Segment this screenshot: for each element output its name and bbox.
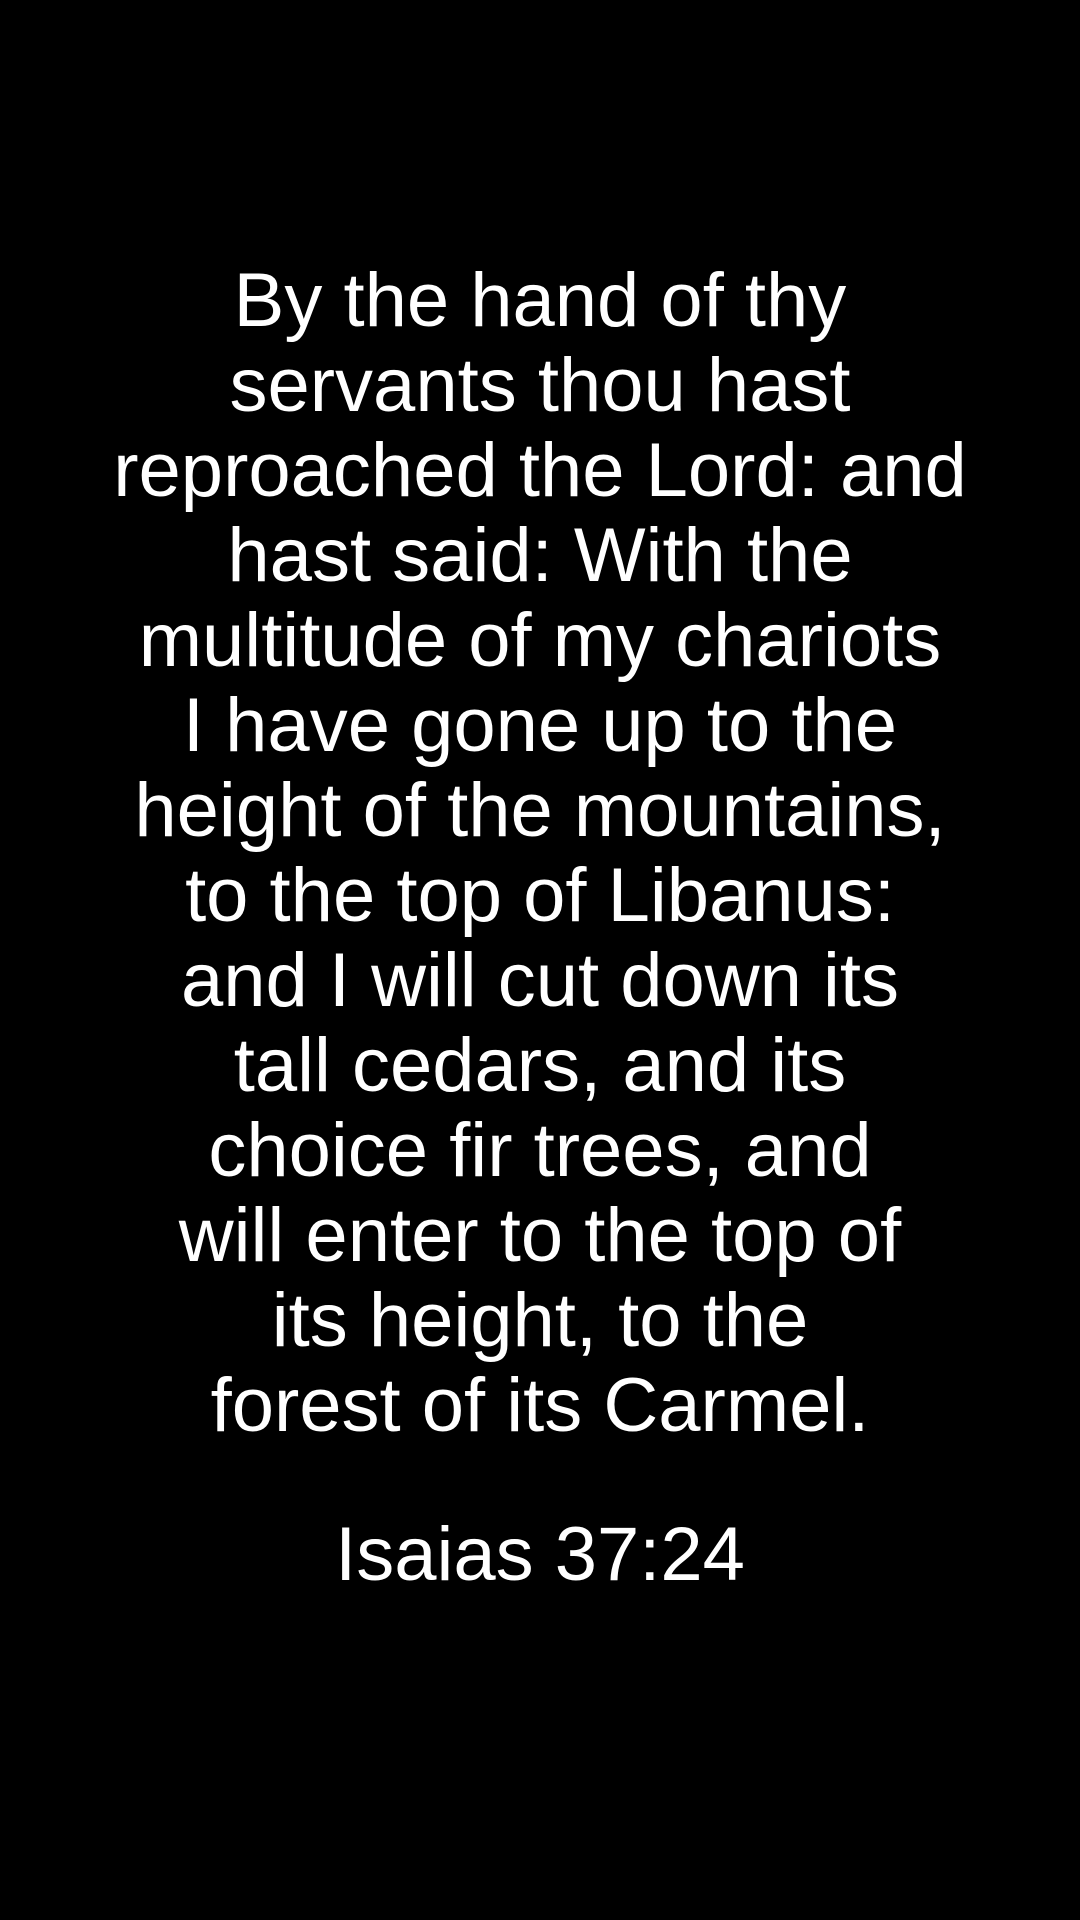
verse-line: its height, to the [271, 1278, 809, 1363]
verse-text [0, 258, 1080, 1448]
verse-line: By the hand of thy [233, 258, 847, 343]
verse-line: and I will cut down its [180, 938, 900, 1023]
verse-line: to the top of Libanus: [185, 853, 895, 938]
verse-line: height of the mountains, [134, 768, 946, 853]
verse-line: choice fir trees, and [208, 1108, 872, 1193]
verse-line: I have gone up to the [182, 683, 898, 768]
verse-line: reproached the Lord: and [113, 428, 967, 513]
verse-line: forest of its Carmel. [210, 1363, 870, 1448]
verse-reference: Isaias 37:24 [335, 1512, 745, 1597]
verse-line: hast said: With the [227, 513, 853, 598]
verse-line: will enter to the top of [178, 1193, 902, 1278]
verse-line: tall cedars, and its [233, 1023, 847, 1108]
verse-line: multitude of my chariots [138, 598, 942, 683]
verse-line: servants thou hast [229, 343, 851, 428]
